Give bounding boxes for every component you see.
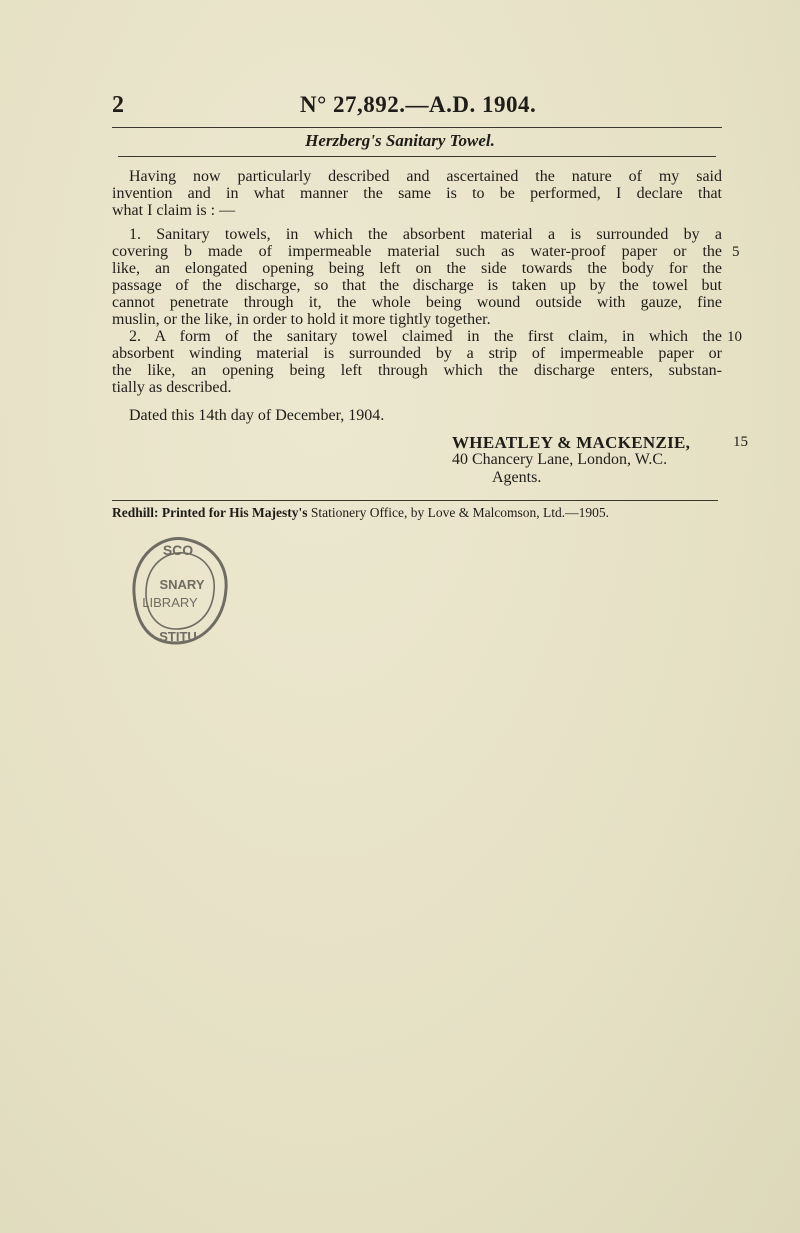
agent-address: 40 Chancery Lane, London, W.C. <box>452 451 668 468</box>
agent-firm-name: WHEATLEY & MACKENZIE, <box>452 433 691 452</box>
margin-number-15: 15 <box>733 434 748 450</box>
stamp-text-top: SCO <box>162 542 194 558</box>
agent-role: Agents. <box>492 469 542 486</box>
intro-line-3: what I claim is : — <box>112 202 236 219</box>
margin-number-5: 5 <box>732 244 740 260</box>
library-stamp <box>112 525 242 655</box>
claim1-line-3: like, an elongated opening being left on the side towards the body for the <box>112 260 722 277</box>
claim2-line-1: 2. A form of the sanitary towel claimed in the first claim, in which the <box>129 328 722 345</box>
stamp-text-mid2: LIBRARY <box>142 595 198 610</box>
claim2-line-3: the like, an opening being left through which the discharge enters, substan- <box>112 362 722 379</box>
claim1-line-4: passage of the discharge, so that the discharge is taken up by the towel but <box>112 277 722 294</box>
dated-line: Dated this 14th day of December, 1904. <box>129 407 385 424</box>
stamp-text-bottom: STITU <box>159 629 197 644</box>
printer-imprint <box>112 505 732 521</box>
claim2-line-2: absorbent winding material is surrounded by a strip of impermeable paper or <box>112 345 722 362</box>
claim1-line-6: muslin, or the like, in order to hold it more tightly together. <box>112 311 491 328</box>
printer-imprint-lead: Redhill: Printed for His Majesty's <box>112 505 308 520</box>
page-number: 2 <box>112 92 124 118</box>
intro-line-2: invention and in what manner the same is to be performed, I declare that <box>112 185 722 202</box>
claim1-line-2: covering b made of impermeable material such as water-proof paper or the <box>112 243 722 260</box>
header-rule-top <box>112 127 722 128</box>
patent-number-heading: N° 27,892.—A.D. 1904. <box>300 92 537 117</box>
document-subtitle: Herzberg's Sanitary Towel. <box>305 131 495 150</box>
stamp-text-mid1: SNARY <box>159 577 205 592</box>
header-rule-bottom <box>118 156 716 157</box>
footer-rule <box>112 500 718 501</box>
claim1-line-5: cannot penetrate through it, the whole being wound outside with gauze, fine <box>112 294 722 311</box>
intro-line-1: Having now particularly described and ascertained the nature of my said <box>129 168 722 185</box>
margin-number-10: 10 <box>727 329 742 345</box>
printer-imprint-rest: Stationery Office, by Love & Malcomson, Ltd.—1905. <box>310 505 610 520</box>
claim1-line-1: 1. Sanitary towels, in which the absorbent material a is surrounded by a <box>129 226 722 243</box>
claim2-line-4: tially as described. <box>112 379 232 396</box>
